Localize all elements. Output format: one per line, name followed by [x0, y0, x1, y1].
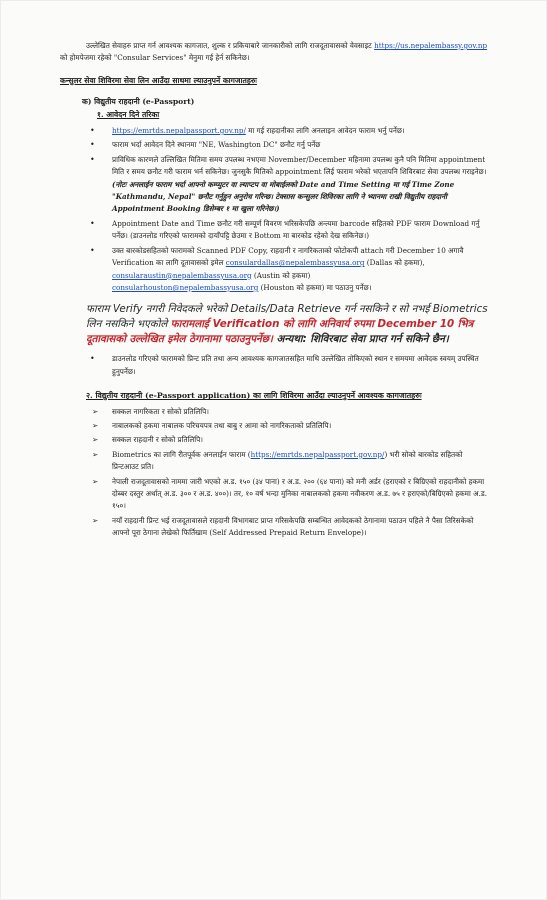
- list-item-text: Biometrics का लागि रीतपूर्वक अनलाईन फाराम (: [112, 449, 251, 459]
- arrow-bullet-icon: ➢: [92, 449, 99, 459]
- list-item: [60, 434, 490, 446]
- list-item-text: प्राविधिक कारणले उल्लिखित मितिमा समय उपलब्ध नभएमा November/December महिनामा उपलब्ध कुनै पनि मितिमा appointment मिति र समय छनौट गरी फाराम भर्न सकिनेछ। जुनसुकै मितिको appointment लिई फाराम भरेको भएतापनि शिविरबाट सेवा उपलब्ध गराइनेछ।: [112, 154, 487, 177]
- houston-email-link[interactable]: consularhouston@nepalembassyusa.org: [112, 282, 259, 292]
- list-item-text: मा गई राहदानीका लागि अनलाइन आवेदन फाराम भर्नु पर्नेछ।: [245, 126, 405, 136]
- list-item-text: (Austin को हकमा): [251, 270, 311, 280]
- emrtds-link-2[interactable]: https://emrtds.nepalpassport.gov.np/: [250, 449, 385, 459]
- arrow-bullet-icon: ➢: [92, 476, 99, 486]
- document-body: [60, 40, 490, 542]
- download-list: [60, 353, 490, 378]
- list-item: [60, 245, 490, 295]
- epassport-title: क) विद्युतीय राहदानी (e-Passport): [82, 97, 195, 107]
- bullet-icon: •: [90, 218, 95, 228]
- list-item: [60, 139, 490, 151]
- list-item-text: सक्कल राहदानी र सोको प्रतिलिपि।: [112, 435, 203, 445]
- list-item: [60, 406, 490, 418]
- list-item-text: उक्त बारकोडसहितको फारामको Scanned PDF Copy, राहदानी र नागरिकताको फोटोकपी attach गरी December 10 अगावै Verification का लागि दूतावासको इमेल: [112, 245, 464, 268]
- list-item-text: नाबालकको हकमा नाबालक परिचयपत्र तथा बाबु र आमा को नागरिकताको प्रतिलिपि।: [112, 420, 332, 430]
- intro-text: उल्लेखित सेवाहरु प्राप्त गर्न आवश्यक कागजात, शुल्क र प्रकियाबारे जानकारीको लागि राजदूतावासको वेवसाइट: [86, 41, 372, 50]
- list-item: [60, 218, 490, 243]
- list-item-text: फाराम भर्दा आवेदन दिने स्थानमा "NE, Washington DC" छनौट गर्नु पर्नेछ: [112, 140, 321, 150]
- list-item-text: Appointment Date and Time छनौट गरी सम्पूर्ण विवरण भरिसकेपछि अन्त्यमा barcode सहितको PDF फाराम Download गर्नु पर्नेछ। (डाउनलोड गरिएको फारामको दायाँपट्टि छेउमा र Bottom मा बारकोड रहेको देख सकिनेछ।): [112, 218, 480, 241]
- bullet-icon: •: [90, 140, 95, 150]
- section-heading: कन्सुलर सेवा शिविरमा सेवा लिन आउँदा साथमा ल्याउनुपर्ने कागजातहरुः: [60, 75, 257, 85]
- list-item: [60, 476, 490, 513]
- application-steps-list: [60, 125, 490, 294]
- list-item-text: नेपाली राजदूतावासको नाममा जारी भएको अ.ड. १५० (३४ पाना) र अ.ड. २०० (६४ पाना) को मनी अर्डर (हराएको र बिग्रिएको राहदानीको हकमा दोब्बर दस्तुर अर्थात् अ.ड. ३०० र अ.ड. ४००)। तर, १० वर्ष भन्दा मुनिका नाबालकको हकमा नवीकरण अ.ड. ७५ र हराएको/बिग्रिएको हकमा अ.ड. १५०।: [112, 476, 488, 511]
- list-item: [60, 515, 490, 540]
- arrow-bullet-icon: ➢: [92, 420, 99, 430]
- arrow-bullet-icon: ➢: [92, 406, 99, 416]
- bullet-icon: •: [90, 245, 95, 255]
- bullet-icon: •: [90, 354, 95, 364]
- list-item: [60, 353, 490, 378]
- list-item: [60, 125, 490, 137]
- verification-warning: [86, 302, 488, 347]
- embassy-website-link[interactable]: https://us.nepalembassy.gov.np: [374, 41, 488, 50]
- intro-paragraph: [60, 40, 490, 65]
- warning-consequence: अन्यथा: शिविरबाट सेवा प्राप्त गर्न सकिने छैन।: [272, 333, 449, 346]
- required-documents-title: २. विद्युतीय राहदानी (e-Passport application) का लागि शिविरमा आउँदा ल्याउनुपर्ने आवश्यक कागजातहरुः: [86, 391, 422, 401]
- arrow-bullet-icon: ➢: [92, 515, 99, 525]
- austin-email-link[interactable]: consularaustin@nepalembassyusa.org: [112, 270, 252, 280]
- list-item-text: नयाँ राहदानी प्रिन्ट भई राजदूतावासले राहदानी विभागबाट प्राप्त गरिसकेपछि सम्बन्धित आवेदकको ठेगानामा पठाउन पहिले नै पैसा तिरिसकेको आफ्नो पूरा ठेगाना लेखेको फिर्तिखाम (Self Addressed Prepaid Return Envelope)।: [112, 515, 474, 538]
- list-item-text: डाउनलोड गरिएको फारामको प्रिन्ट प्रति तथा अन्य आवश्यक कागजातसहित माथि उल्लेखित तोकिएको स्थान र समयमा आवेदक स्वयम् उपस्थित हुनुपर्नेछ।: [112, 354, 479, 376]
- intro-text-end: को होमपेजमा रहेको "Consular Services" मेनुमा गई हेर्न सकिनेछ।: [60, 53, 250, 63]
- list-item: [60, 420, 490, 432]
- timezone-note: (नोटः अनलाईन फाराम भर्दा आफ्नो कम्प्युटर वा ल्याप्टप वा मोबाईलको Date and Time Setting मा गई Time Zone "Kathmandu, Nepal" छनौट गर्नुहुन अनुरोध गरिन्छ। टेक्सास कन्सुलर शिविरका लागि ने भ्यानमा राखी विद्युतीय राहदानी Appointment Booking डिसेम्बर १ मा खुला गरिनेछ।): [112, 179, 455, 214]
- emrtds-link[interactable]: https://emrtds.nepalpassport.gov.np/: [112, 126, 246, 136]
- list-item: [60, 154, 490, 216]
- list-item-text: (Houston को हकमा) मा पठाउनु पर्नेछ।: [258, 282, 372, 292]
- warning-deadline-text: फारामलाई Verification को लागि अनिवार्य रुपमा December 10 भित्र दूतावासको उल्लेखित इमेल ठेगानामा पठाउनुपर्नेछ।: [86, 318, 474, 346]
- warning-text: फाराम Verify नगरी निवेदकले भरेको Details/Data Retrieve गर्न नसकिने र सो नभई Biometrics लिन नसकिने भएकोले: [86, 303, 488, 331]
- application-method-title: १. आवेदन दिने तरिका: [97, 109, 160, 119]
- list-item-text: ) भरी सोको बारकोड सहितको प्रिन्टआउट प्रति।: [112, 449, 463, 472]
- required-documents-list: [60, 406, 490, 540]
- list-item-text: (Dallas को हकमा),: [364, 258, 425, 268]
- bullet-icon: •: [90, 126, 95, 136]
- bullet-icon: •: [90, 154, 95, 164]
- dallas-email-link[interactable]: consulardallas@nepalembassyusa.org: [225, 258, 365, 268]
- list-item: [60, 449, 490, 474]
- arrow-bullet-icon: ➢: [92, 435, 99, 445]
- list-item-text: सक्कल नागरिकता र सोको प्रतिलिपि।: [112, 406, 209, 416]
